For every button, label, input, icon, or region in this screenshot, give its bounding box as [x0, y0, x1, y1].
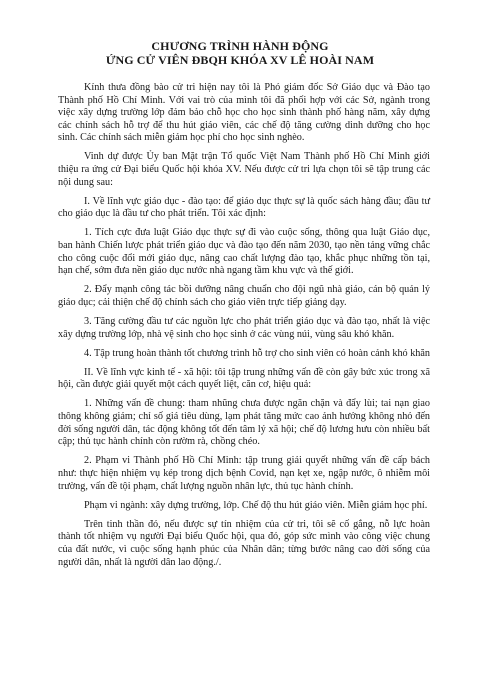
paragraph-economy-item-2: 2. Phạm vi Thành phố Hồ Chí Minh: tập trung giải quyết những vấn đề cấp bách như: thực hiện nhiệm vụ kép trong dịch bệnh Covid, nạn kẹt xe, ngập nước, ô nhiễm môi trường, vấn đề tội phạm, chất lượng nguồn nhân lực, thủ tục hành chính.: [58, 455, 430, 492]
document-subtitle: ỨNG CỬ VIÊN ĐBQH KHÓA XV LÊ HOÀI NAM: [105, 53, 375, 67]
paragraph-education-item-2: 2. Đẩy mạnh công tác bồi dưỡng nâng chuẩn cho đội ngũ nhà giáo, cán bộ quản lý giáo dục; cải thiện chế độ chính sách cho giáo viên trực tiếp giảng dạy.: [58, 284, 430, 308]
paragraph-sector-scope: Phạm vi ngành: xây dựng trường, lớp. Chế độ thu hút giáo viên. Miễn giảm học phí.: [84, 499, 428, 511]
paragraph-education-item-1: 1. Tích cực đưa luật Giáo dục thực sự đi vào cuộc sống, thông qua luật Giáo dục, ban hành Chiến lược phát triển giáo dục và đào tạo đến năm 2030, tạo nền tảng vững chắc cho công cuộc đổi mới giáo dục, nâng cao chất lượng đào tạo, khắc phục những tồn tại, hạn chế, sớm đưa nền giáo dục nước nhà ngang tầm khu vực và thế giới.: [58, 227, 430, 277]
paragraph-economy-item-1: 1. Những vấn đề chung: tham nhũng chưa được ngăn chặn và đẩy lùi; tai nạn giao thông không giảm; chỉ số giá tiêu dùng, lạm phát tăng mức cao ảnh hưởng không nhỏ đến đời sống người dân, tác động không tốt đến tâm lý xã hội; chế độ lương hưu còn nhiều bất cập; thủ tục hành chính còn rườm rà, chồng chéo.: [58, 398, 430, 448]
paragraph-education-item-4: 4. Tập trung hoàn thành tốt chương trình hỗ trợ cho sinh viên có hoàn cảnh khó khăn: [84, 347, 431, 359]
document-body: [58, 82, 430, 576]
paragraph-education-heading: I. Về lĩnh vực giáo dục - đào tạo: để giáo dục thực sự là quốc sách hàng đầu; đầu tư cho giáo dục là đầu tư cho phát triển. Tôi xác định:: [58, 195, 430, 220]
paragraph-economy-heading: II. Về lĩnh vực kinh tế - xã hội: tôi tập trung những vấn đề còn gây bức xúc trong xã hội, cần được giải quyết một cách quyết liệt, căn cơ, hiệu quả:: [58, 366, 430, 391]
document-title: CHƯƠNG TRÌNH HÀNH ĐỘNG: [151, 39, 329, 53]
paragraph-closing: Trên tinh thần đó, nếu được sự tín nhiệm của cử tri, tôi sẽ cố gắng, nỗ lực hoàn thành tốt nhiệm vụ người Đại biểu Quốc hội, qua đó, góp sức mình vào công việc chung của đất nước, vì cuộc sống hạnh phúc của Nhân dân; từng bước nâng cao đời sống của người dân, nhất là người dân lao động./.: [58, 518, 430, 568]
paragraph-education-item-3: 3. Tăng cường đầu tư các nguồn lực cho phát triển giáo dục và đào tạo, nhất là việc xây dựng trường lớp, nhà vệ sinh cho học sinh ở các vùng núi, vùng sâu khó khăn.: [58, 316, 430, 340]
paragraph-nomination: Vinh dự được Ủy ban Mặt trận Tổ quốc Việt Nam Thành phố Hồ Chí Minh giới thiệu ra ứng cử Đại biểu Quốc hội khóa XV. Nếu được cử tri lựa chọn tôi sẽ tập trung các nội dung sau:: [58, 151, 430, 188]
paragraph-intro: Kính thưa đồng bào cử tri hiện nay tôi là Phó giám đốc Sở Giáo dục và Đào tạo Thành phố Hồ Chí Minh. Với vai trò của mình tôi đã phối hợp với các Sở, ngành trong việc xây dựng trường lớp đảm bảo chỗ học cho học sinh thành phố hàng năm, xây dựng các chính sách hỗ trợ để thu hút giáo viên, các chế độ tăng cường dinh dưỡng cho học sinh. Các chính sách miễn giảm học phí cho học sinh nghèo.: [58, 82, 430, 144]
